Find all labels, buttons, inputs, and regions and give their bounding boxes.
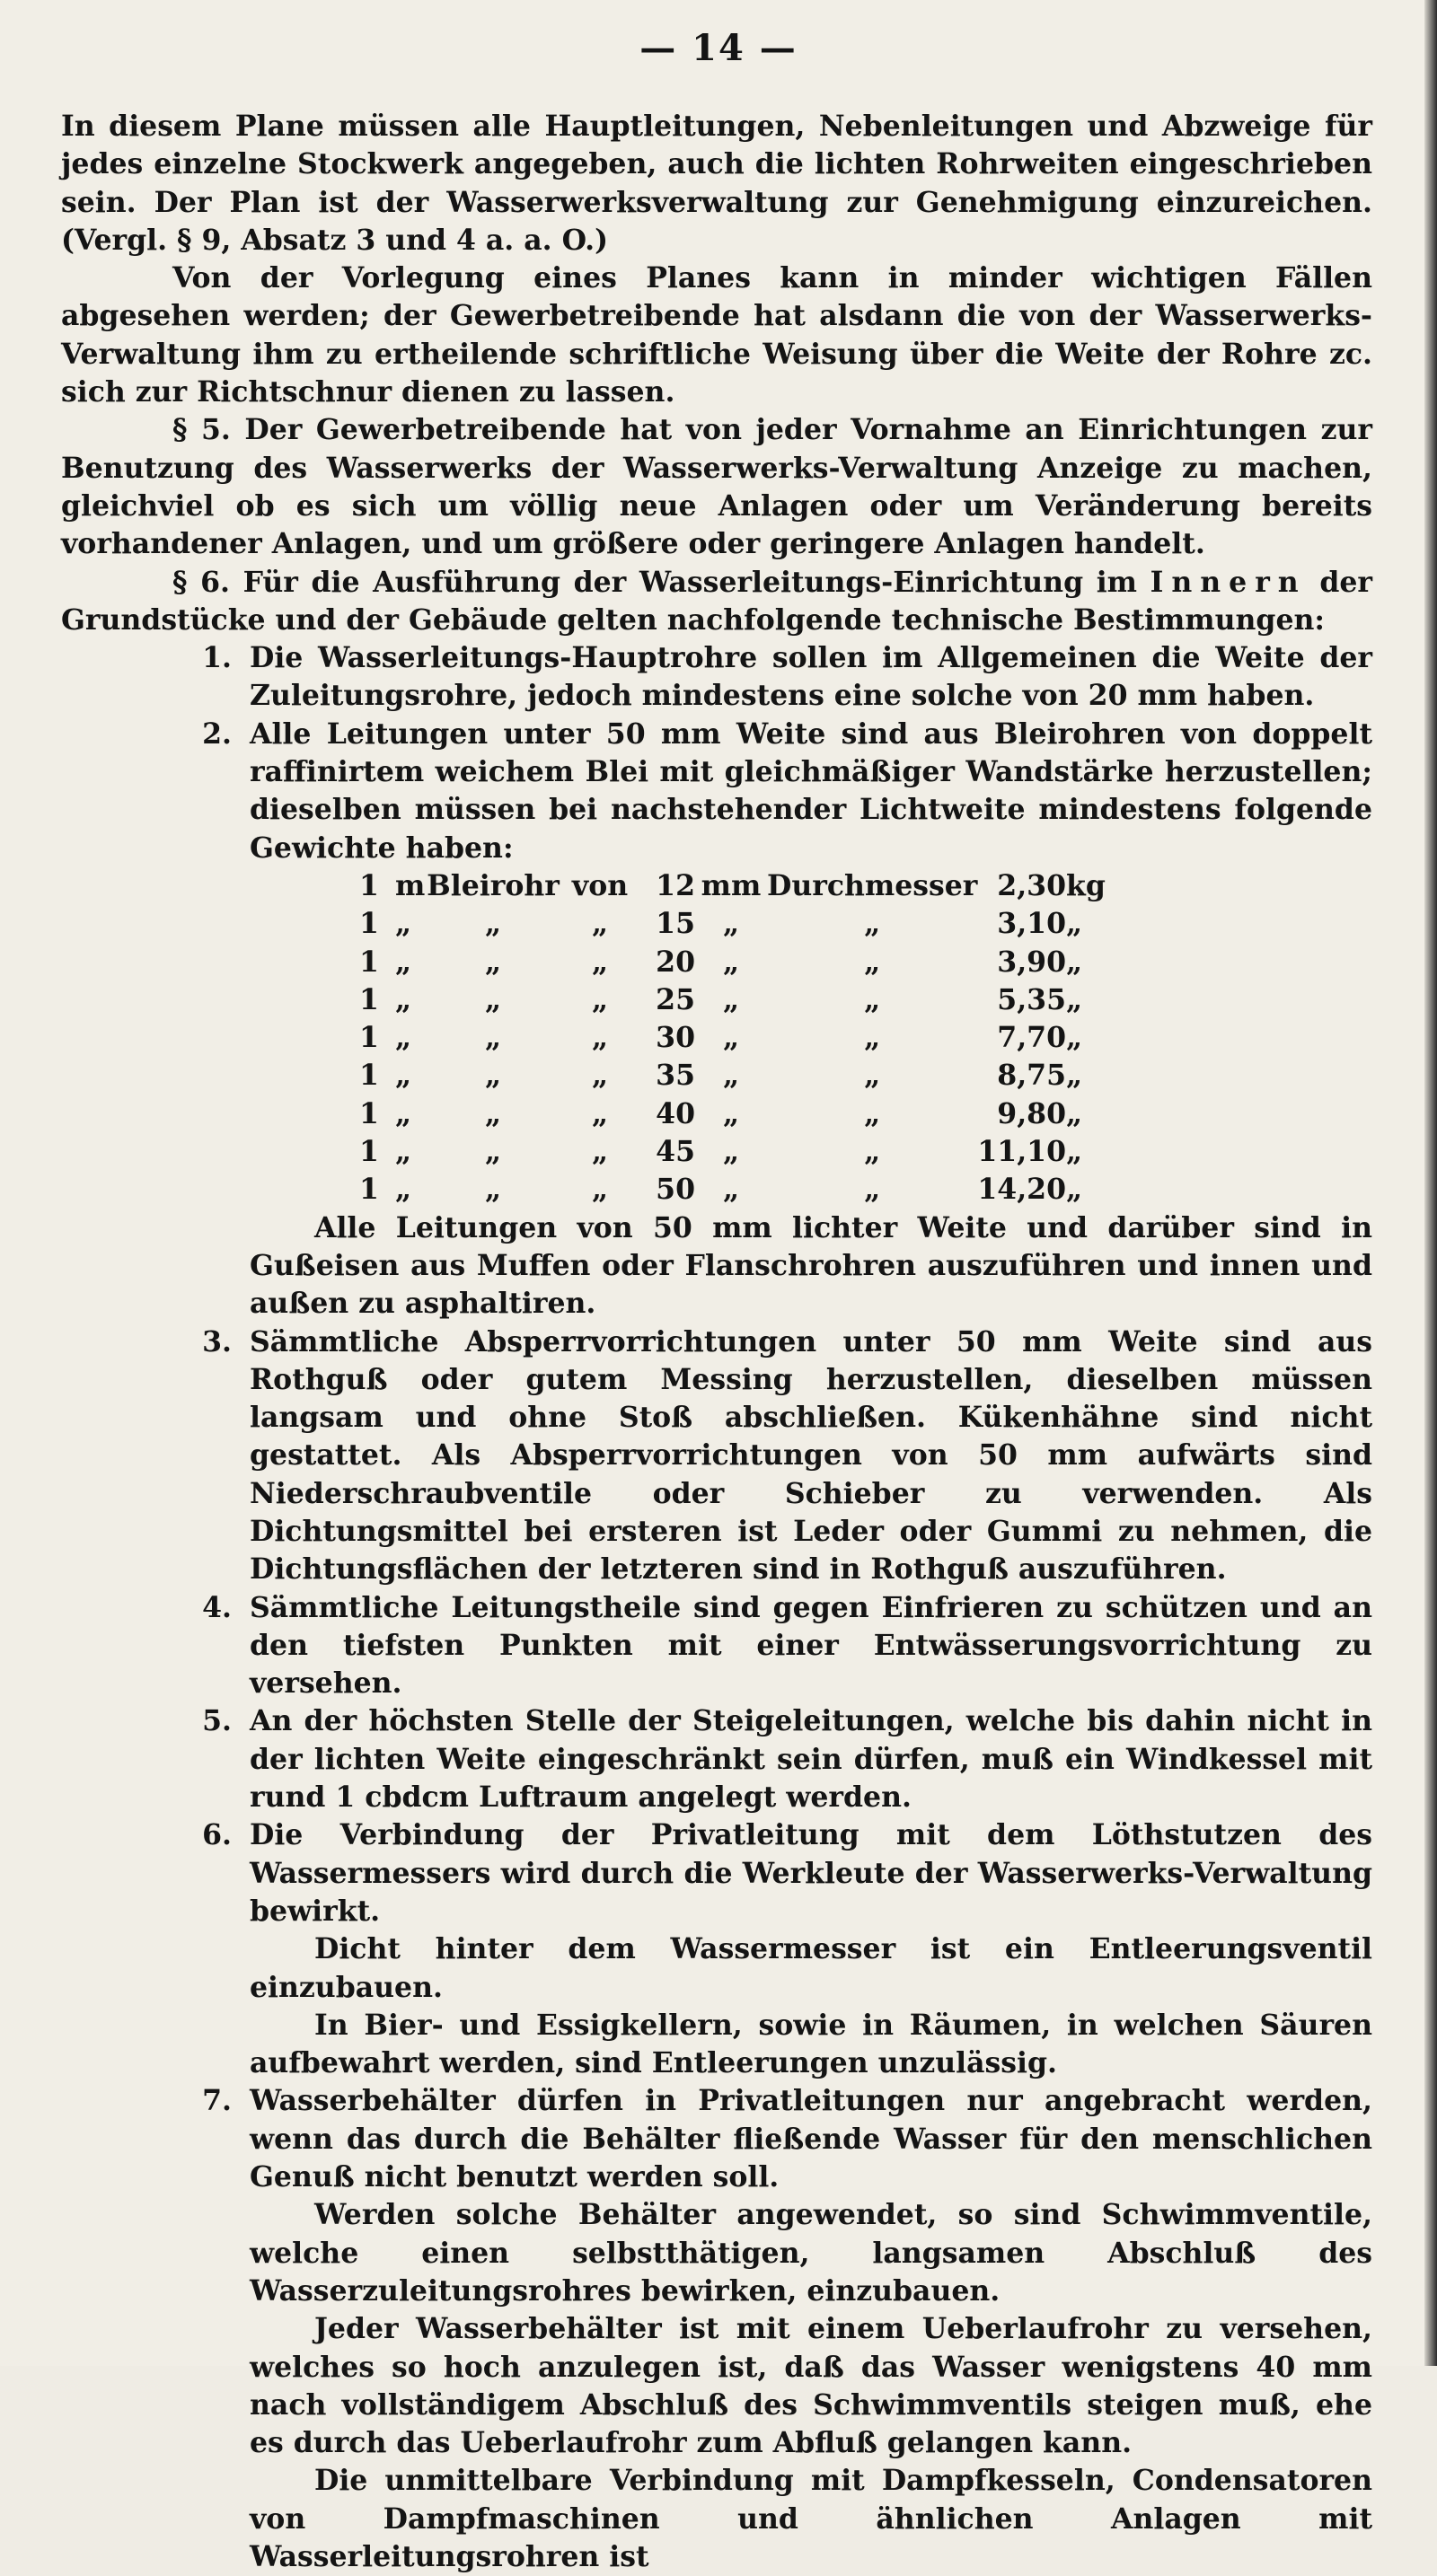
ditto-mark: „	[484, 1135, 502, 1169]
pipe-diameter: 45	[656, 1135, 695, 1169]
ditto-mark: „	[395, 1173, 412, 1207]
ditto-mark: „	[484, 945, 502, 979]
ditto-mark: „	[591, 982, 609, 1016]
ditto-mark: „	[864, 1135, 881, 1169]
ditto-mark: „	[864, 1096, 881, 1130]
weight-unit: kg	[1066, 868, 1106, 902]
ditto-mark: „	[864, 982, 881, 1016]
ditto-mark: „	[722, 907, 740, 941]
section-6-spaced-word: Innern	[1150, 565, 1307, 599]
pipe-count: 1	[359, 1021, 379, 1055]
item-subparagraph: Dicht hinter dem Wassermesser ist ein Entleerungsventil einzubauen.	[250, 1932, 1372, 2004]
pipe-weight: 2,30	[997, 868, 1067, 902]
pipe-weight: 11,10	[977, 1135, 1067, 1169]
pipe-count: 1	[359, 1096, 379, 1130]
lead-pipe-weight-table	[359, 867, 1120, 1209]
page-content	[61, 108, 1372, 2576]
item-subparagraph: Werden solche Behälter angewendet, so sind Schwimmventile, welche einen selbstthätigen, langsamen Abschluß des Wasserzuleitungsrohres bewirken, einzubauen.	[250, 2198, 1372, 2308]
item-text: Die Wasserleitungs-Hauptrohre sollen im Allgemeinen die Weite der Zuleitungsrohre, jedoch mindestens eine solche von 20 mm haben.	[250, 641, 1372, 713]
rule-item-2	[61, 716, 1372, 867]
paragraph-plan-exception: Von der Vorlegung eines Planes kann in minder wichtigen Fällen abgesehen werden; der Gewerbetreibende hat alsdann die von der Wasserwerks-Verwaltung ihm zu ertheilende schriftliche Weisung über die Weite der Rohre zc. sich zur Richtschnur dienen zu lassen.	[61, 261, 1372, 409]
item-2-cast-iron-note: Alle Leitungen von 50 mm lichter Weite und darüber sind in Gußeisen aus Muffen oder Flanschrohren auszuführen und innen und außen zu asphaltiren.	[250, 1210, 1372, 1321]
weight-table-row	[359, 1133, 1120, 1171]
rule-item-1	[61, 639, 1372, 716]
ditto-mark: „	[591, 1059, 609, 1093]
ditto-mark: „	[1066, 1096, 1083, 1130]
ditto-mark: „	[395, 1021, 412, 1055]
pipe-weight: 14,20	[977, 1173, 1067, 1207]
pipe-length-unit: m	[395, 868, 426, 902]
pipe-diameter: 15	[656, 907, 695, 941]
pipe-weight: 7,70	[997, 1021, 1067, 1055]
weight-table-row	[359, 1171, 1120, 1209]
pipe-count: 1	[359, 1135, 379, 1169]
pipe-diameter: 12	[656, 868, 695, 902]
pipe-count: 1	[359, 945, 379, 979]
weight-table-header-row	[359, 867, 1120, 905]
item-number: 7.	[202, 2084, 232, 2118]
ditto-mark: „	[395, 1059, 412, 1093]
ditto-mark: „	[864, 1021, 881, 1055]
item-number: 4.	[202, 1590, 232, 1624]
item-text: Alle Leitungen unter 50 mm Weite sind aus Bleirohren von doppelt raffinirtem weichem Blei mit gleichmäßiger Wandstärke herzustellen; dieselben müssen bei nachstehender Lichtweite mindestens folgende Gewichte haben:	[250, 717, 1372, 865]
item-number: 3.	[202, 1324, 232, 1358]
pipe-diameter: 35	[656, 1059, 695, 1093]
paragraph-section-5: § 5. Der Gewerbetreibende hat von jeder Vornahme an Einrichtungen zur Benutzung des Wasserwerks der Wasserwerks-Verwaltung Anzeige zu machen, gleichviel ob es sich um völlig neue Anlagen oder um Veränderung bereits vorhandener Anlagen, und um größere oder geringere Anlagen handelt.	[61, 413, 1372, 561]
section-6-intro-end: der Grundstücke und der Gebäude gelten nachfolgende technische Bestimmungen:	[61, 565, 1372, 637]
ditto-mark: „	[864, 1059, 881, 1093]
pipe-diameter: 20	[656, 945, 695, 979]
weight-table-row	[359, 1095, 1120, 1133]
rule-item-5	[61, 1702, 1372, 1816]
ditto-mark: „	[864, 907, 881, 941]
pipe-count: 1	[359, 907, 379, 941]
weight-table-row	[359, 1019, 1120, 1057]
ditto-mark: „	[484, 1173, 502, 1207]
rule-item-3	[61, 1323, 1372, 1589]
pipe-material: Bleirohr	[427, 868, 560, 902]
ditto-mark: „	[1066, 1059, 1083, 1093]
ditto-mark: „	[864, 1173, 881, 1207]
ditto-mark: „	[1066, 1021, 1083, 1055]
pipe-weight: 3,90	[997, 945, 1067, 979]
ditto-mark: „	[1066, 907, 1083, 941]
ditto-mark: „	[395, 907, 412, 941]
weight-table-row	[359, 1057, 1120, 1095]
rule-item-6	[61, 1816, 1372, 2082]
item-number: 6.	[202, 1818, 232, 1852]
ditto-mark: „	[722, 1021, 740, 1055]
item-text: Sämmtliche Absperrvorrichtungen unter 50 mm Weite sind aus Rothguß oder gutem Messing herzustellen, dieselben müssen langsam und ohne Stoß abschließen. Kükenhähne sind nicht gestattet. Als Absperrvorrichtungen von 50 mm aufwärts sind Niederschraubventile oder Schieber zu verwenden. Als Dichtungsmittel bei ersteren ist Leder oder Gummi zu nehmen, die Dichtungsflächen der letzteren sind in Rothguß auszuführen.	[250, 1324, 1372, 1587]
ditto-mark: „	[1066, 1173, 1083, 1207]
ditto-mark: „	[484, 1059, 502, 1093]
ditto-mark: „	[722, 1096, 740, 1130]
ditto-mark: „	[591, 1135, 609, 1169]
item-text: An der höchsten Stelle der Steigeleitungen, welche bis dahin nicht in der lichten Weite eingeschränkt sein dürfen, muß ein Windkessel mit rund 1 cbdcm Luftraum angelegt werden.	[250, 1704, 1372, 1815]
pipe-weight: 3,10	[997, 907, 1067, 941]
ditto-mark: „	[484, 982, 502, 1016]
item-subparagraph: Die unmittelbare Verbindung mit Dampfkesseln, Condensatoren von Dampfmaschinen und ähnlichen Anlagen mit Wasserleitungsrohren ist	[250, 2464, 1372, 2573]
pipe-weight: 8,75	[997, 1059, 1067, 1093]
rule-item-4	[61, 1589, 1372, 1703]
pipe-count: 1	[359, 1059, 379, 1093]
preposition: von	[571, 868, 629, 902]
ditto-mark: „	[591, 945, 609, 979]
ditto-mark: „	[864, 945, 881, 979]
weight-table-row	[359, 944, 1120, 981]
weight-table-row	[359, 905, 1120, 943]
ditto-mark: „	[1066, 1135, 1083, 1169]
pipe-diameter: 40	[656, 1096, 695, 1130]
ditto-mark: „	[484, 907, 502, 941]
item-number: 5.	[202, 1704, 232, 1738]
pipe-weight: 5,35	[997, 982, 1067, 1016]
ditto-mark: „	[1066, 945, 1083, 979]
pipe-diameter: 50	[656, 1173, 695, 1207]
paragraph-plan: In diesem Plane müssen alle Hauptleitungen, Nebenleitungen und Abzweige für jedes einzelne Stockwerk angegeben, auch die lichten Rohrweiten eingeschrieben sein. Der Plan ist der Wasserwerksverwaltung zur Genehmigung einzureichen. (Vergl. § 9, Absatz 3 und 4 a. a. O.)	[61, 110, 1372, 257]
page-number: — 14 —	[639, 27, 798, 69]
pipe-count: 1	[359, 868, 379, 902]
ditto-mark: „	[591, 907, 609, 941]
ditto-mark: „	[395, 1096, 412, 1130]
item-text: Die Verbindung der Privatleitung mit dem Löthstutzen des Wassermessers wird durch die Werkleute der Wasserwerks-Verwaltung bewirkt.	[250, 1818, 1372, 1928]
page-edge-shadow	[1424, 0, 1437, 2366]
ditto-mark: „	[1066, 982, 1083, 1016]
ditto-mark: „	[722, 982, 740, 1016]
ditto-mark: „	[722, 1173, 740, 1207]
ditto-mark: „	[484, 1021, 502, 1055]
rule-item-7	[61, 2082, 1372, 2576]
ditto-mark: „	[591, 1096, 609, 1130]
ditto-mark: „	[484, 1096, 502, 1130]
diameter-unit: mm	[701, 868, 762, 902]
item-text: Sämmtliche Leitungstheile sind gegen Einfrieren zu schützen und an den tiefsten Punkten mit einer Entwässerungsvorrichtung zu versehen.	[250, 1590, 1372, 1701]
pipe-diameter: 25	[656, 982, 695, 1016]
ditto-mark: „	[722, 1135, 740, 1169]
pipe-weight: 9,80	[997, 1096, 1067, 1130]
diameter-label: Durchmesser	[767, 868, 978, 902]
item-subparagraph: Jeder Wasserbehälter ist mit einem Ueberlaufrohr zu versehen, welches so hoch anzulegen ist, daß das Wasser wenigstens 40 mm nach vollständigem Abschluß des Schwimmventils steigen muß, ehe es durch das Ueberlaufrohr zum Abfluß gelangen kann.	[250, 2312, 1372, 2460]
ditto-mark: „	[591, 1021, 609, 1055]
item-text: Wasserbehälter dürfen in Privatleitungen nur angebracht werden, wenn das durch die Behälter fließende Wasser für den menschlichen Genuß nicht benutzt werden soll.	[250, 2084, 1372, 2194]
ditto-mark: „	[722, 945, 740, 979]
ditto-mark: „	[395, 945, 412, 979]
ditto-mark: „	[395, 982, 412, 1016]
item-subparagraph: In Bier- und Essigkellern, sowie in Räumen, in welchen Säuren aufbewahrt werden, sind Entleerungen unzulässig.	[250, 2008, 1372, 2080]
paragraph-section-6	[61, 564, 1372, 640]
ditto-mark: „	[395, 1135, 412, 1169]
ditto-mark: „	[591, 1173, 609, 1207]
section-6-intro-start: § 6. Für die Ausführung der Wasserleitungs-Einrichtung im	[172, 565, 1150, 599]
ditto-mark: „	[722, 1059, 740, 1093]
weight-table-row	[359, 981, 1120, 1019]
item-number: 1.	[202, 641, 232, 675]
pipe-count: 1	[359, 1173, 379, 1207]
item-number: 2.	[202, 717, 232, 751]
pipe-count: 1	[359, 982, 379, 1016]
pipe-diameter: 30	[656, 1021, 695, 1055]
